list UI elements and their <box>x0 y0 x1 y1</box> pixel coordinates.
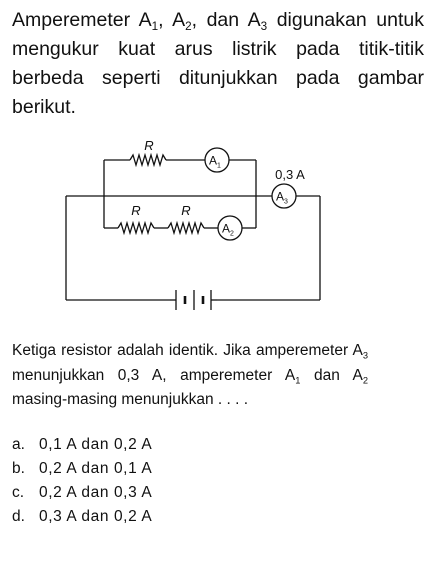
label-r-bottom-2: R <box>181 203 191 218</box>
subscript: 1 <box>151 20 159 34</box>
question-part: Amperemeter A <box>12 9 152 31</box>
label-a2: $A_2$ <box>222 221 234 238</box>
paragraph-part: menunjukkan 0,3 A, amperemeter A <box>12 366 296 384</box>
subscript: 3 <box>362 350 368 361</box>
option-text: 0,2 A dan 0,1 A <box>39 460 153 477</box>
resistor-top <box>130 155 166 165</box>
subscript: 2 <box>185 20 192 34</box>
subscript: 1 <box>295 374 301 385</box>
option-d[interactable] <box>12 505 152 529</box>
subscript: 3 <box>260 20 268 34</box>
option-letter: a. <box>12 436 25 453</box>
paragraph-part: Ketiga resistor adalah identik. Jika amperemeter A <box>12 342 363 359</box>
label-a1: $A_1$ <box>209 153 221 170</box>
option-a[interactable] <box>12 433 152 457</box>
resistor-bottom-1 <box>118 223 154 233</box>
question-part: , dan A <box>191 9 261 31</box>
label-a3: $A_3$ <box>276 189 288 206</box>
option-text: 0,1 A dan 0,2 A <box>39 436 153 453</box>
option-letter: d. <box>12 508 25 525</box>
label-a3-reading: 0,3 A <box>275 167 305 182</box>
question-part: , A <box>158 9 186 31</box>
subscript: 2 <box>362 374 368 385</box>
option-text: 0,3 A dan 0,2 A <box>39 508 153 525</box>
battery <box>170 290 217 310</box>
label-r-bottom-1: R <box>131 203 141 218</box>
option-letter: b. <box>12 460 25 477</box>
paragraph-part: dan A <box>300 366 363 384</box>
option-letter: c. <box>12 484 25 501</box>
question-part: digunakan untuk mengukur kuat arus listrik pada titik-titik berbeda seperti ditunjukkan pada gambar berikut. <box>12 9 424 118</box>
paragraph-part: masing-masing menunjukkan . . . . <box>12 391 249 408</box>
problem-paragraph <box>12 339 368 413</box>
option-c[interactable] <box>12 481 152 505</box>
label-r-top: R <box>144 138 154 153</box>
option-b[interactable] <box>12 457 152 481</box>
answer-options <box>12 433 152 529</box>
resistor-bottom-2 <box>168 223 204 233</box>
option-text: 0,2 A dan 0,3 A <box>39 484 153 501</box>
